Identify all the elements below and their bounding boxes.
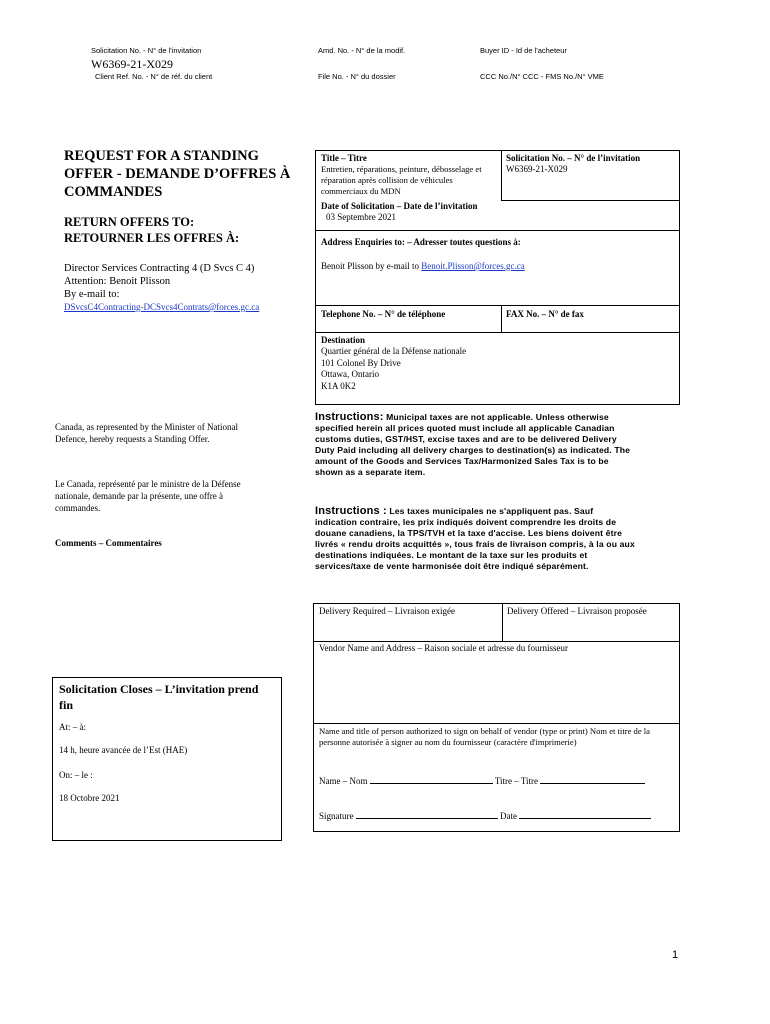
telephone-label: Telephone No. – N° de téléphone — [321, 309, 446, 319]
address-enquiries-contact: Benoit Plisson by e-mail to — [321, 261, 419, 271]
instructions-en — [315, 412, 637, 478]
closes-on-value: 18 Octobre 2021 — [59, 793, 120, 803]
fax-label: FAX No. – N° de fax — [506, 309, 584, 319]
destination-label: Destination — [321, 335, 366, 345]
vendor-name-label: Vendor Name and Address – Raison sociale et adresse du fournisseur — [319, 643, 568, 653]
instructions-en-body: Municipal taxes are not applicable. Unless otherwise specified herein all prices quoted must include all applicable Canadian customs duties, GST/HST, excise taxes and are to be delivered Delivery Duty Paid including all delivery charges to destination(s) as indicated. The amount of the Goods and Services Tax/Harmonized Sales Tax is to be shown as a separate item. — [315, 412, 631, 477]
authorized-person-label: Name and title of person authorized to sign on behalf of vendor (type or print) Nom et titre de la personne autorisée à signer au nom du fournisseur (caractère d'imprimerie) — [319, 726, 650, 747]
return-offers-label-fr: RETOURNER LES OFFRES À: — [64, 231, 240, 245]
solicitation-no-label: Solicitation No. - N° de l'invitation — [91, 46, 202, 55]
title-field-label: Titre – Titre — [494, 776, 539, 786]
name-title-row — [319, 774, 645, 786]
solicitation-closes-box — [52, 677, 282, 841]
closes-on-label: On: – le : — [59, 770, 93, 780]
solicitation-no-value: W6369-21-X029 — [91, 57, 173, 71]
solicitation-box-label: Solicitation No. – N° de l’invitation — [506, 153, 641, 163]
name-label: Name – Nom — [319, 776, 368, 786]
return-offers-label-en: RETURN OFFERS TO: — [64, 215, 195, 229]
client-ref-label: Client Ref. No. - N° de réf. du client — [95, 72, 213, 81]
name-input-line[interactable] — [370, 774, 493, 784]
closes-at-label: At: – à: — [59, 722, 86, 732]
closes-at-value: 14 h, heure avancée de l’Est (HAE) — [59, 745, 188, 755]
instructions-fr-heading: Instructions : — [315, 505, 387, 517]
instructions-en-heading: Instructions: — [315, 411, 384, 423]
destination-line: 101 Colonel By Drive — [321, 357, 401, 368]
title-value: Entretien, réparations, peinture, débosselage et réparation après collision de véhicules commerciaux du MDN — [321, 164, 482, 196]
destination-address — [321, 346, 466, 392]
date-of-solicitation-label: Date of Solicitation – Date de l’invitation — [321, 201, 478, 211]
return-address — [64, 262, 259, 314]
signature-date-row — [319, 809, 651, 821]
return-address-line: Attention: Benoit Plisson — [64, 276, 171, 287]
solicitation-box-value: W6369-21-X029 — [506, 164, 568, 174]
vendor-box — [313, 603, 680, 832]
instructions-fr — [315, 506, 637, 572]
canada-request-fr: Le Canada, représenté par le ministre de la Défense nationale, demande par la présente, une offre à commandes. — [55, 479, 241, 513]
address-enquiries-text — [321, 261, 525, 271]
destination-line: Ottawa, Ontario — [321, 369, 379, 379]
canada-request-en: Canada, as represented by the Minister of National Defence, hereby requests a Standing Offer. — [55, 422, 238, 444]
solicitation-closes-title: Solicitation Closes – L’invitation prend fin — [59, 682, 259, 712]
date-of-solicitation-value: 03 Septembre 2021 — [326, 212, 396, 222]
comments-label: Comments – Commentaires — [55, 538, 162, 548]
ccc-no-label: CCC No./N° CCC - FMS No./N° VME — [480, 72, 604, 81]
document-title: REQUEST FOR A STANDING OFFER - DEMANDE D’OFFRES À COMMANDES — [64, 148, 291, 200]
delivery-offered-label: Delivery Offered – Livraison proposée — [507, 606, 647, 616]
date-input-line[interactable] — [519, 809, 651, 819]
page-number: 1 — [672, 949, 679, 961]
signature-input-line[interactable] — [356, 809, 498, 819]
enquiries-email-link[interactable]: Benoit.Plisson@forces.gc.ca — [421, 261, 525, 271]
destination-line: K1A 0K2 — [321, 380, 356, 391]
title-label: Title – Titre — [321, 153, 367, 163]
return-address-line: Director Services Contracting 4 (D Svcs C 4) — [64, 263, 255, 274]
file-no-label: File No. - N° du dossier — [318, 72, 396, 81]
buyer-id-label: Buyer ID - Id de l'acheteur — [480, 46, 567, 55]
address-enquiries-label: Address Enquiries to: – Adresser toutes questions à: — [321, 237, 521, 247]
delivery-required-label: Delivery Required – Livraison exigée — [319, 606, 455, 616]
return-email-link[interactable]: DSvcsC4Contracting-DCSvcs4Contrats@forces.gc.ca — [64, 302, 260, 312]
date-label: Date — [500, 811, 517, 821]
return-address-line: By e-mail to: — [64, 289, 120, 300]
instructions-fr-body: Les taxes municipales ne s'appliquent pas. Sauf indication contraire, les prix indiqués doivent comprendre les droits de douane canadiens, la TPS/TVH et la taxe d'accise. Les biens doivent être livrés « rendu droits acquittés », tous frais de livraison compris, à la ou aux destinations indiquées. Le montant de la taxe sur les produits et services/taxe de vente harmonisée doit être indiqué séparément. — [315, 506, 635, 571]
title-input-line[interactable] — [540, 774, 645, 784]
destination-line: Quartier général de la Défense nationale — [321, 346, 467, 356]
signature-label: Signature — [319, 811, 354, 821]
amd-no-label: Amd. No. - N° de la modif. — [318, 46, 406, 55]
